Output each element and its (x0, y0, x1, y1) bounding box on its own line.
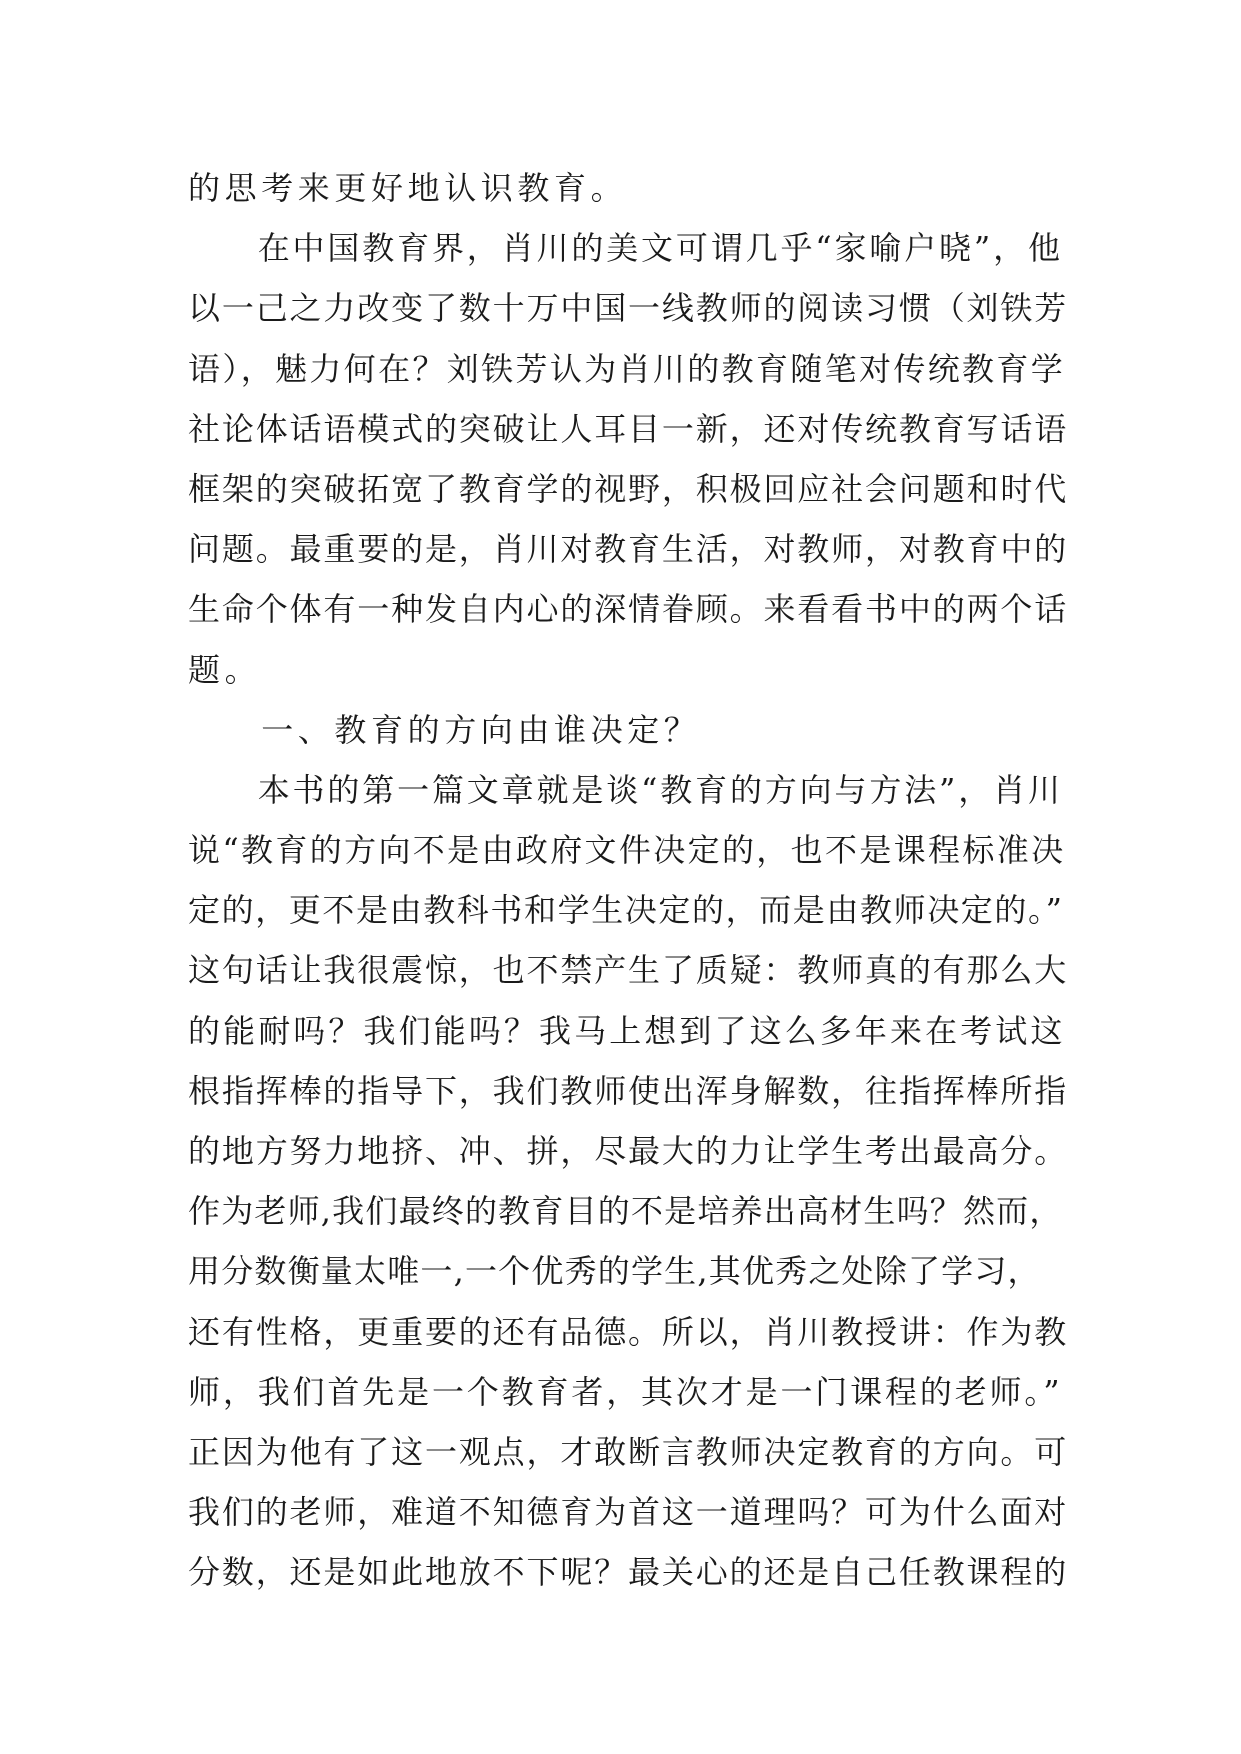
text-line: 生命个体有一种发自内心的深情眷顾。来看看书中的两个话 (188, 590, 1069, 629)
text-line: 语），魅力何在？刘铁芳认为肖川的教育随笔对传统教育学 (188, 349, 1066, 388)
text-line: 分数，还是如此地放不下呢？最关心的还是自己任教课程的 (188, 1553, 1069, 1592)
text-line: 问题。最重要的是，肖川对教育生活，对教师，对教育中的 (188, 530, 1069, 569)
text-line: 我们的老师，难道不知德育为首这一道理吗？可为什么面对 (188, 1493, 1069, 1532)
text-line: 说“教育的方向不是由政府文件决定的，也不是课程标准决 (188, 831, 1066, 870)
text-line: 这句话让我很震惊，也不禁产生了质疑：教师真的有那么大 (188, 951, 1069, 990)
text-line: 定的，更不是由教科书和学生决定的，而是由教师决定的。” (188, 891, 1064, 930)
text-line: 在中国教育界，肖川的美文可谓几乎“家喻户晓”，他 (188, 229, 1063, 268)
text-line: 师，我们首先是一个教育者，其次才是一门课程的老师。” (188, 1372, 1063, 1411)
text-line: 社论体话语模式的突破让人耳目一新，还对传统教育写话语 (188, 409, 1069, 448)
text-line: 以一己之力改变了数十万中国一线教师的阅读习惯（刘铁芳 (188, 289, 1069, 328)
document-body (188, 158, 1068, 1603)
text-line: 本书的第一篇文章就是谈“教育的方向与方法”，肖川 (188, 770, 1063, 809)
text-line: 框架的突破拓宽了教育学的视野，积极回应社会问题和时代 (188, 469, 1069, 508)
text-line: 根指挥棒的指导下，我们教师使出浑身解数，往指挥棒所指 (188, 1071, 1069, 1110)
text-line: 的能耐吗？我们能吗？我马上想到了这么多年来在考试这 (188, 1011, 1066, 1050)
text-line: 还有性格，更重要的还有品德。所以，肖川教授讲：作为教 (188, 1312, 1069, 1351)
text-line: 用分数衡量太唯一,一个优秀的学生,其优秀之处除了学习， (188, 1252, 1041, 1291)
text-line: 题。 (188, 650, 262, 689)
text-line: 作为老师,我们最终的教育目的不是培养出高材生吗？然而， (188, 1192, 1063, 1231)
section-heading: 一、教育的方向由谁决定？ (188, 710, 701, 749)
text-line: 的地方努力地挤、冲、拼，尽最大的力让学生考出最高分。 (188, 1132, 1069, 1170)
text-line: 的思考来更好地认识教育。 (188, 169, 628, 207)
text-line: 正因为他有了这一观点，才敢断言教师决定教育的方向。可 (188, 1432, 1069, 1471)
